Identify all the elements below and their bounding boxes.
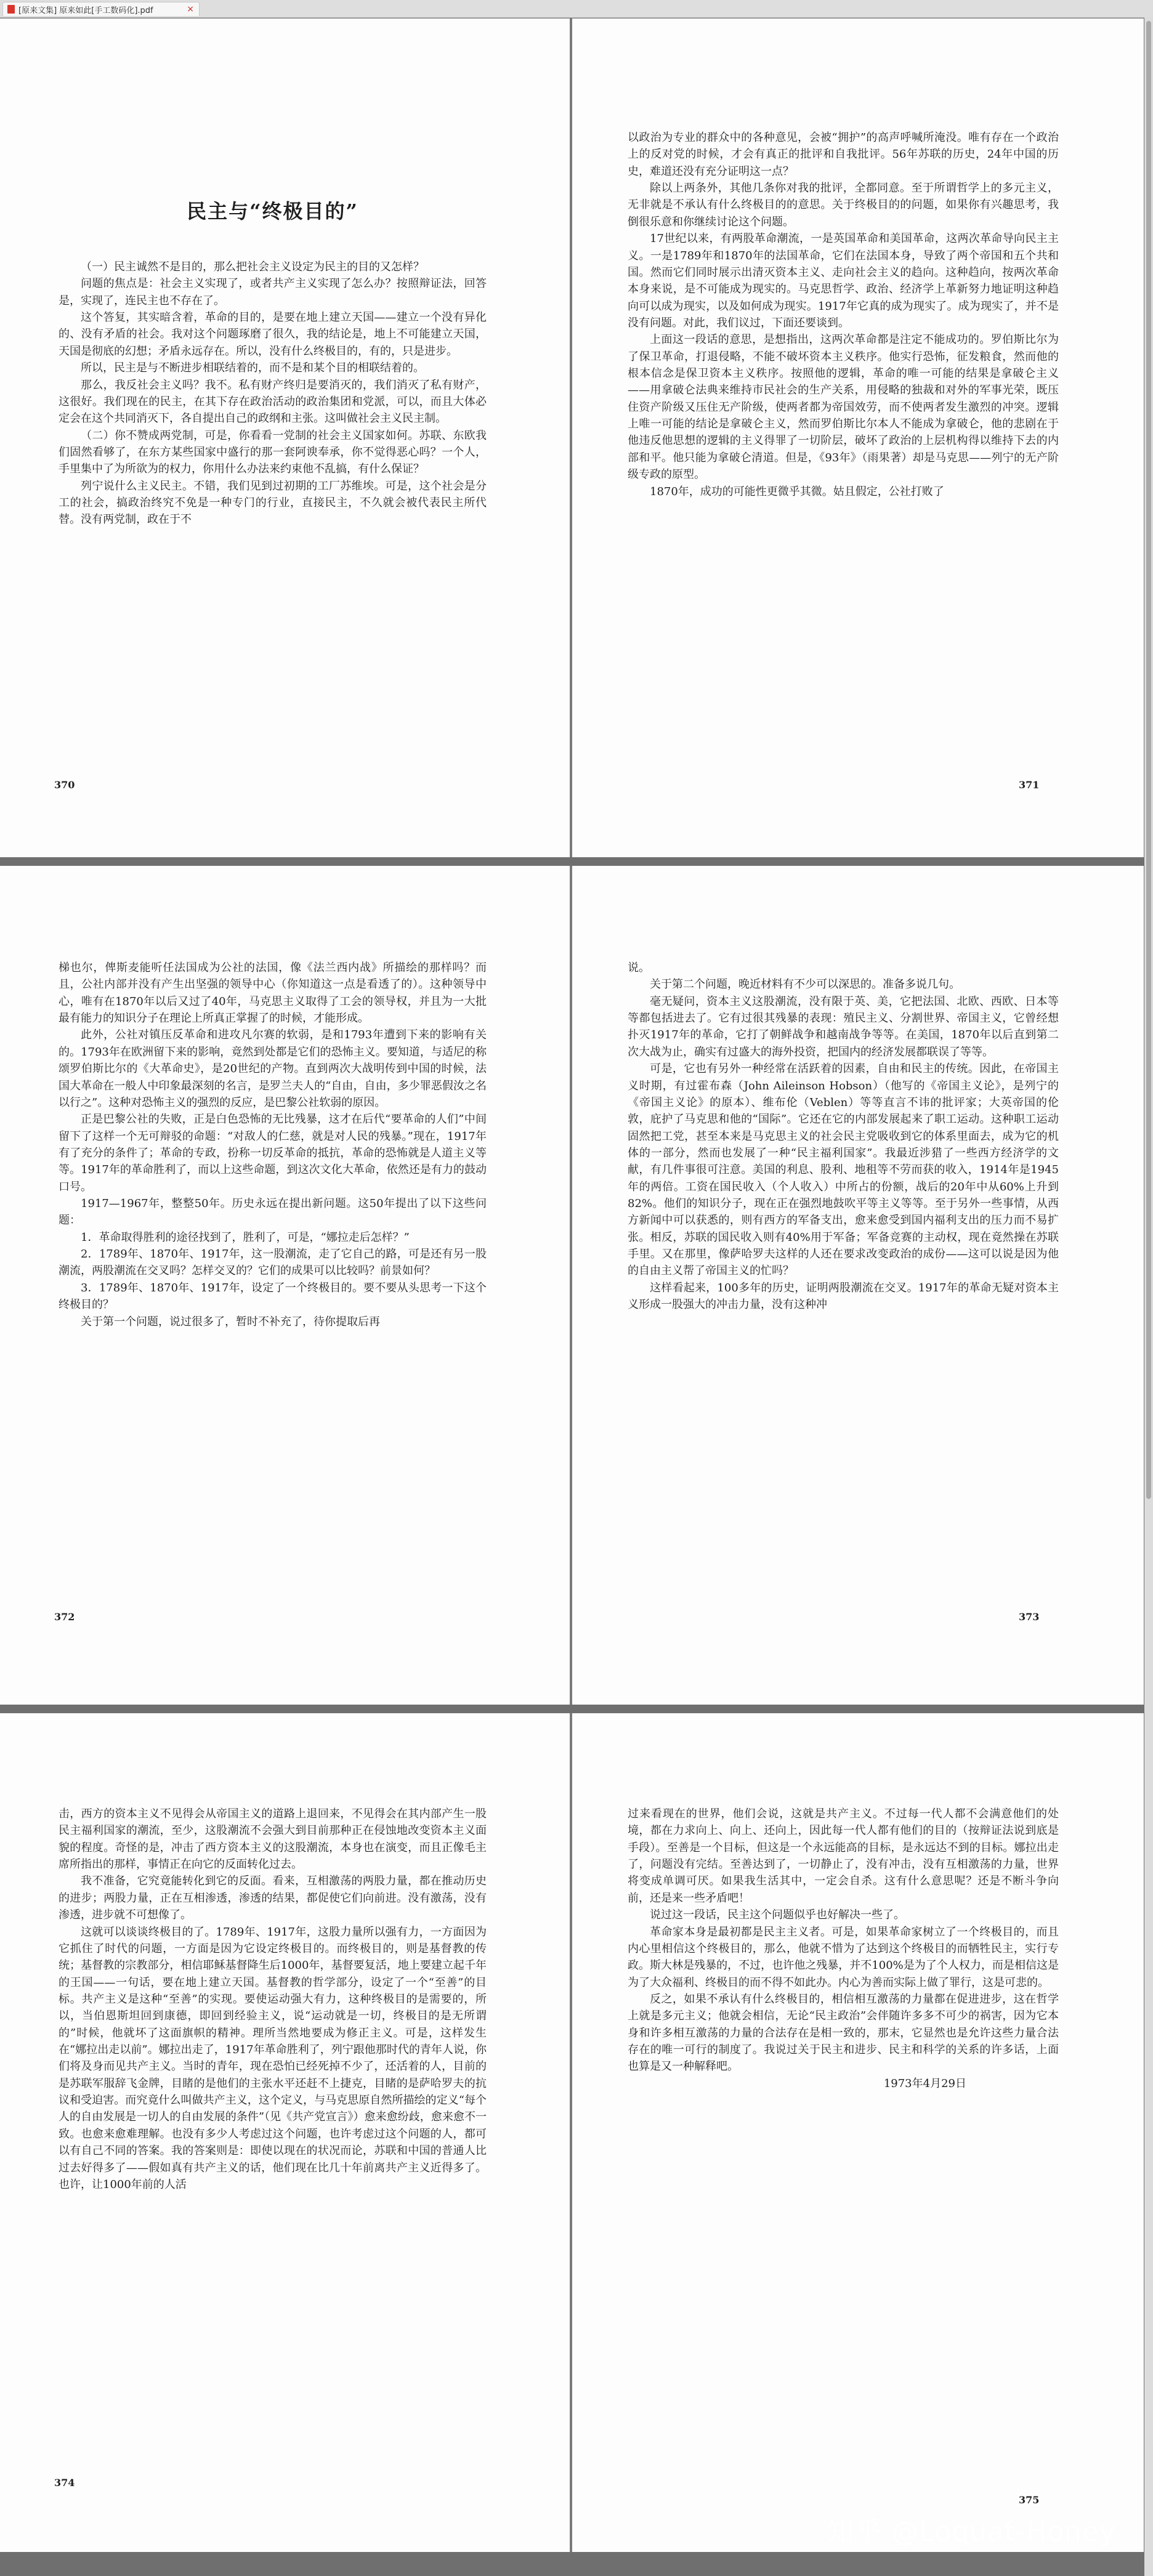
page-number: 371 — [1019, 779, 1040, 791]
tab-close-icon[interactable]: × — [187, 4, 194, 14]
paragraph: 上面这一段话的意思，是想指出，这两次革命都是注定不能成功的。罗伯斯比尔为了保卫革命，打退侵略，不能不破坏资本主义秩序。他实行恐怖，征发粮食，然而他的根本信念是保卫资本主义秩序。按照他的逻辑，革命的唯一可能的结果是拿破仑主义——用拿破仑法典来维持市民社会的生产关系，用侵略的独裁和对外的军事光荣，既压住资产阶级又压住无产阶级，使两者都为帝国效劳，而不使两者发生激烈的冲突。逻辑上唯一可能的结论是拿破仑主义，然而罗伯斯比尔本人不能成为拿破仑，他的悲剧在于他违反他思想的逻辑的主义得罪了一切阶层，破坏了政治的上层机构得以维持下去的内部和平。他只能为拿破仑清道。但是，《93年》（雨果著）却是马克思——列宁的无产阶级专政的原型。 — [628, 333, 1059, 482]
page-spread-1 — [0, 18, 1144, 857]
paragraph: 17世纪以来，有两股革命潮流，一是英国革命和美国革命，这两次革命导向民主主义。一是1789年和1870年的法国革命，它们在法国本身，导致了两个帝国和五个共和国。然而它们同时展示出清灭资本主义、走向社会主义的趋向。这种趋向，按两次革命本身来说，是不可能成为现实的。马克思哲学、政治、经济学上革新努力地证明这种趋向可以成为现实，以及如何成为现实。1917年它真的成为现实了。成为现实了，并不是没有问题。对此，我们议过，下面还要谈到。 — [628, 232, 1059, 329]
paragraph: 这个答复，其实暗含着，革命的目的，是要在地上建立天国——建立一个没有异化的、没有矛盾的社会。我对这个问题琢磨了很久，我的结论是，地上不可能建立天国，天国是彻底的幻想；矛盾永远存在。所以，没有什么终极目的，有的，只是进步。 — [59, 311, 487, 358]
page-373 — [572, 866, 1142, 1705]
page-375-body — [628, 1806, 1059, 2092]
paragraph: 过来看现在的世界，他们会说，这就是共产主义。不过每一代人都不会满意他们的处境，都在力求向上、向上、还向上，因此每一代人都有他们的目的（按辩证法说到底是手段）。至善是一个目标，但这是一个永远能高的目标，是永远达不到的目标。娜拉出走了，问题没有完结。至善达到了，一切静止了，没有冲击，没有互相激荡的力量，世界将变成单调可厌。如果我生活其中，一定会自杀。这有什么意思呢？还是不断斗争向前，还是来一些矛盾吧！ — [628, 1807, 1059, 1905]
paragraph: 列宁说什么主义民主。不错，我们见到过初期的工厂苏维埃。可是，这个社会是分工的社会，搞政治终究不免是一种专门的行业，直接民主，不久就会被代表民主所代替。没有两党制，政在于不 — [59, 479, 487, 527]
page-372-body — [59, 959, 487, 1330]
tab-bar — [0, 0, 1153, 18]
page-number: 375 — [1019, 2494, 1040, 2506]
page-number: 373 — [1019, 1611, 1040, 1623]
page-374-body — [59, 1806, 487, 2193]
paragraph: 1．革命取得胜利的途径找到了，胜利了，可是，“娜拉走后怎样？” — [81, 1230, 410, 1244]
page-371 — [572, 18, 1142, 857]
paragraph: 问题的焦点是：社会主义实现了，或者共产主义实现了怎么办？按照辩证法，回答是，实现了，连民主也不存在了。 — [59, 277, 487, 307]
page-372 — [0, 866, 570, 1705]
paragraph: 击，西方的资本主义不见得会从帝国主义的道路上退回来，不见得会在其内部产生一股民主福利国家的潮流，至少，这股潮流不会强大到目前那种正在侵蚀地改变资本主义面貌的程度。奇怪的是，冲击了西方资本主义的这股潮流，本身也在演变，而且正像毛主席所指出的那样，事情正在向它的反面转化过去。 — [59, 1807, 487, 1871]
paragraph: 正是巴黎公社的失败，正是白色恐怖的无比残暴，这才在后代“要革命的人们”中间留下了这样一个无可辩驳的命题：“对敌人的仁慈，就是对人民的残暴。”现在，1917年有了充分的条件了；革命的专政，扮称一切反革命的抵抗，革命的恐怖就是人道主义等等。1917年的革命胜利了，而以上这些命题，到这次文化大革命，依然还是有力的鼓动口号。 — [59, 1113, 487, 1193]
page-371-body — [628, 129, 1059, 500]
paragraph: 这样看起来，100多年的历史，证明两股潮流在交叉。1917年的革命无疑对资本主义形成一股强大的冲击力量，没有这种冲 — [628, 1281, 1059, 1312]
scrollbar-thumb[interactable] — [1146, 21, 1151, 1499]
page-370-body — [59, 259, 487, 528]
paragraph: 以政治为专业的群众中的各种意见，会被“拥护”的高声呼喊所淹没。唯有存在一个政治上的反对党的时候，才会有真正的批评和自我批评。56年苏联的历史，24年中国的历史，难道还没有充分证明这一点？ — [628, 131, 1059, 178]
page-spread-3 — [0, 1713, 1144, 2552]
paragraph: 关于第一个问题，说过很多了，暂时不补充了，待你提取后再 — [81, 1315, 380, 1328]
watermark: 知乎 @Loquat-Honey — [827, 2516, 1116, 2548]
paragraph: 我不准备，它究竟能转化到它的反面。看来，互相激荡的两股力量，都在推动历史的进步；两股力量，正在互相渗透，渗透的结果，都促使它们向前进。没有激荡，没有渗透，进步就不可想像了。 — [59, 1875, 487, 1922]
pdf-file-icon — [7, 5, 15, 14]
vertical-scrollbar[interactable] — [1144, 17, 1153, 2576]
paragraph: 可是，它也有另外一种经常在活跃着的因素，自由和民主的传统。因此，在帝国主义时期，有过霍布森（John Aileinson Hobson）（他写的《帝国主义论》，是列宁的《帝国主义论》的原本）、维布伦（Veblen）等等直言不讳的批评家；大英帝国的伦敦，庇护了马克思和他的“国际”。它还在它的内部发展起来了职工运动。这种职工运动固然把工党，甚至本来是马克思主义的社会民主党吸收到它的体系里面去，成为它的机体的一部分，然而也发展了一种“民主福利国家”。我最近涉猎了一些西方经济学的文献，有几件事很可注意。美国的利息、股利、地租等不劳而获的收入，1914年是1945年的两倍。工资在国民收入（个人收入）中所占的份额，战后的20年中从60%上升到82%。他们的知识分子，现在正在强烈地鼓吹平等主义等等。至于另外一些事情，从西方新闻中可以获悉的，则有西方的军备支出，愈来愈受到国内福利支出的压力而不易扩张。相反，苏联的国民收入则有40%用于军备；军备竞赛的主动权，现在竟然操在苏联手里。又在那里，像萨哈罗夫这样的人还在要求改变政治的成份——这可以说是因为他的自由主义帮了帝国主义的忙吗？ — [628, 1062, 1059, 1278]
paragraph: 革命家本身是最初都是民主主义者。可是，如果革命家树立了一个终极目的，而且内心里相信这个终极目的，那么，他就不惜为了达到这个终极目的而牺牲民主，实行专政。斯大林是残暴的，不过，也许他之残暴，并不100%是为了个人权力，而是相信这是为了大众福利、终极目的而不得不如此办。内心为善而实际上做了罪行，这是可悲的。 — [628, 1925, 1059, 1989]
page-375 — [572, 1713, 1142, 2552]
page-374 — [0, 1713, 570, 2552]
document-tab[interactable] — [2, 2, 200, 16]
paragraph: 此外，公社对镇压反革命和进攻凡尔赛的软弱，是和1793年遭到下来的影响有关的。1793年在欧洲留下来的影响，竟然到处都是它们的恐怖主义。要知道，与适尼的称颂罗伯斯比尔的《大革命史》，是20世纪的产物。直到两次大战明传到中国的时候，法国大革命在一般人中印象最深刻的名言，是罗兰夫人的“自由，自由，多少罪恶假汝之名以行之”。这种对恐怖主义的强烈的反应，是巴黎公社软弱的原因。 — [59, 1028, 487, 1109]
chapter-title: 民主与“终极目的” — [187, 200, 358, 223]
paragraph: 1870年，成功的可能性更微乎其微。姑且假定，公社打败了 — [650, 485, 944, 498]
page-spread-2 — [0, 866, 1144, 1705]
page-number: 374 — [54, 2477, 75, 2489]
document-tab-title: [原来文集] 原来如此[手工数码化].pdf — [18, 6, 153, 15]
paragraph: 关于第二个问题，晚近材料有不少可以深思的。准备多说几句。 — [650, 978, 960, 991]
page-370 — [0, 18, 570, 857]
page-number: 372 — [54, 1611, 75, 1623]
paragraph: （一）民主诚然不是目的，那么把社会主义设定为民主的目的又怎样？ — [81, 260, 424, 273]
page-373-body — [628, 959, 1059, 1314]
paragraph: 反之，如果不承认有什么终极目的，相信相互激荡的力量都在促进进步，这在哲学上就是多元主义；他就会相信，无论“民主政治”会伴随许多多不可少的祸害，因为它本身和许多相互激荡的力量的合法存在是相一致的，那末，它显然也是允许这些力量合法存在的唯一可行的制度了。我说过关于民主和进步、民主和科学的关系的许多话，上面也算是又一种解释吧。 — [628, 1992, 1059, 2073]
paragraph: 1917—1967年，整整50年。历史永远在提出新问题。这50年提出了以下这些问题： — [59, 1197, 487, 1227]
page-number: 370 — [54, 779, 75, 791]
paragraph: 毫无疑问，资本主义这股潮流，没有限于英、美，它把法国、北欧、西欧、日本等等都包括进去了。它有过很其残暴的表现：殖民主义、分割世界、帝国主义，它曾经想扑灭1917年的革命，它打了朝鲜战争和越南战争等等。在美国，1870年以后直到第二次大战为止，确实有过盛大的海外投资，把国内的经济发展都联误了等等。 — [628, 995, 1059, 1059]
paragraph: 这就可以谈谈终极目的了。1789年、1917年，这股力量所以强有力，一方面因为它抓住了时代的问题，一方面是因为它设定终极目的。而终极目的，则是基督教的传统；基督教的宗教部分，相信耶稣基督降生后1000年，基督要复活，地上要建立起千年的王国——一句话，要在地上建立天国。基督教的哲学部分，设定了一个“至善”的目标。共产主义是这种“至善”的实现。要使运动强大有力，这种终极目的是需要的，所以，当伯恩斯坦回到康德，即回到经验主义，说“运动就是一切，终极目的是无所谓的”时候，他就坏了这面旗帜的精神。理所当然地要成为修正主义。可是，这样发生在“娜拉出走以前”。娜拉出走了，1917年革命胜利了，列宁跟他那时代的青年人说，你们将及身而见共产主义。当时的青年，现在恐怕已经死掉不少了，还活着的人，目前的是苏联军服辞飞金牌，目睹的是他们的主张水平还赶不上捷克，目睹的是萨哈罗夫的抗议和受迫害。而究竟什么叫做共产主义，这个定义，与马克思原自然所描绘的定义“每个人的自由发展是一切人的自由发展的条件”（见《共产党宣言》）愈来愈纷歧，愈来愈不一致。也愈来愈难理解。也没有多少人考虑过这个问题，也许考虑过这个问题的人，都可以有自己不同的答案。我的答案则是：即使以现在的状况而论，苏联和中国的普通人比过去好得多了——假如真有共产主义的话，他们现在比几十年前离共产主义近得多了。也许，让1000年前的人活 — [59, 1925, 487, 2191]
paragraph: 除以上两条外，其他几条你对我的批评，全都同意。至于所谓哲学上的多元主义，无非就是不承认有什么终极目的的意思。关于终极目的的问题，如果你有兴趣思考，我倒很乐意和你继续讨论这个问题。 — [628, 182, 1059, 228]
paragraph: 说。 — [628, 961, 650, 974]
date-signature: 1973年4月29日 — [883, 2077, 966, 2090]
paragraph: 3．1789年、1870年、1917年，设定了一个终极目的。要不要从头思考一下这个终极目的？ — [59, 1281, 487, 1312]
paragraph: 说过这一段话，民主这个问题似乎也好解决一些了。 — [650, 1908, 905, 1922]
paragraph: 梯也尔，俾斯麦能听任法国成为公社的法国，像《法兰西内战》所描绘的那样吗？而且，公社内部并没有产生出坚强的领导中心（你知道这一点是看透了的）。这种领导中心，唯有在1870年以后又过了40年，马克思主义取得了工会的领导权，并且为一大批最有能力的知识分子在理论上所真正掌握了的时候，才能形成。 — [59, 961, 487, 1025]
paragraph: （二）你不赞成两党制，可是，你看看一党制的社会主义国家如何。苏联、东欧我们固然看够了，在东方某些国家中盛行的那一套阿谀奉承，你不觉得恶心吗？一个人，手里集中了为所欲为的权力，你用什么办法来约束他不乱搞，有什么保证？ — [59, 429, 487, 476]
paragraph: 所以，民主是与不断进步相联结着的，而不是和某个目的相联结着的。 — [81, 361, 424, 375]
paragraph: 那么，我反社会主义吗？我不。私有财产终归是要消灭的，我们消灭了私有财产，这很好。我们现在的民主，在其下存在政治活动的政治集团和党派，可以，而且大体必定会在这个共同消灭下，各自提出自己的政纲和主张。这叫做社会主义民主制。 — [59, 378, 487, 426]
paragraph: 2．1789年、1870年、1917年，这一股潮流，走了它自己的路，可是还有另一股潮流，两股潮流在交叉吗？怎样交叉的？它们的成果可以比较吗？前景如何？ — [59, 1248, 487, 1278]
